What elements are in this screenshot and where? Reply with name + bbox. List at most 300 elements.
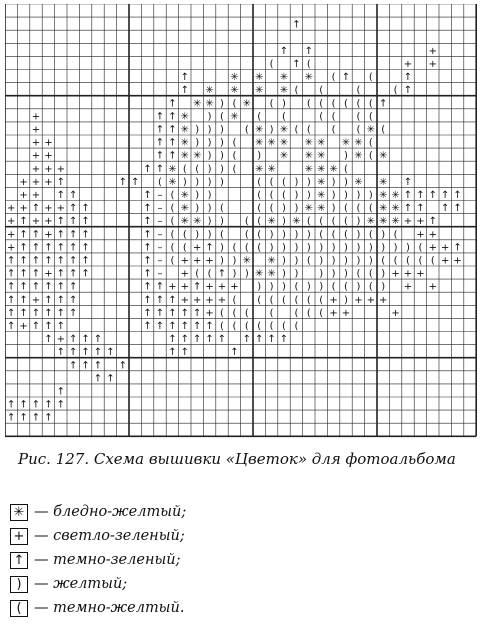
stitch-symbol: ) (319, 242, 324, 254)
stitch-symbol: + (193, 294, 202, 306)
stitch-symbol: ) (220, 216, 224, 228)
stitch-symbol: ✳ (205, 85, 214, 97)
stitch-symbol: ( (244, 124, 249, 136)
stitch-symbol: ( (319, 85, 324, 97)
stitch-symbol: ( (170, 203, 175, 215)
stitch-symbol: ( (381, 124, 386, 136)
stitch-symbol: ↑ (19, 255, 28, 267)
stitch-symbol: ↑ (44, 242, 53, 254)
stitch-symbol: ↑ (304, 45, 313, 57)
stitch-symbol: ) (381, 281, 386, 293)
stitch-symbol: ( (344, 163, 348, 175)
stitch-symbol: ( (344, 216, 348, 228)
stitch-symbol: ↑ (155, 124, 165, 136)
stitch-symbol: ✳ (279, 150, 289, 162)
stitch-symbol: ) (282, 268, 286, 280)
stitch-symbol: ( (368, 229, 373, 241)
stitch-symbol: ↑ (31, 307, 41, 319)
stitch-symbol: ✳ (255, 85, 264, 97)
stitch-symbol: ) (294, 255, 299, 267)
stitch-symbol: ( (344, 98, 348, 110)
stitch-symbol: + (379, 294, 388, 306)
stitch-symbol: ↑ (453, 190, 462, 201)
stitch-symbol: ( (182, 163, 187, 175)
stitch-symbol: ✳ (391, 203, 400, 215)
stitch-symbol: + (205, 255, 214, 267)
stitch-symbol: ✳ (279, 72, 289, 83)
stitch-symbol: ( (244, 307, 249, 319)
stitch-symbol: ↑ (403, 85, 413, 97)
stitch-symbol: ✳ (354, 176, 363, 188)
stitch-symbol: + (19, 320, 28, 332)
stitch-symbol: + (193, 242, 202, 254)
stitch-symbol: + (180, 294, 189, 306)
stitch-symbol: ( (368, 268, 373, 280)
stitch-symbol: – (157, 242, 163, 254)
stitch-symbol: ( (232, 320, 237, 332)
stitch-symbol: ↑ (106, 373, 115, 385)
stitch-symbol: ↑ (7, 412, 16, 424)
stitch-symbol: + (428, 229, 437, 241)
stitch-symbol: + (44, 216, 53, 228)
stitch-symbol: ✳ (242, 255, 251, 267)
stitch-symbol: ) (207, 216, 212, 228)
stitch-symbol: ✳ (304, 163, 313, 175)
stitch-symbol: ↑ (180, 85, 189, 97)
stitch-symbol: ↑ (403, 190, 413, 201)
stitch-symbol: ↑ (69, 281, 78, 293)
stitch-symbol: ↑ (31, 320, 41, 332)
stitch-symbol: ( (319, 98, 324, 110)
stitch-symbol: ) (282, 255, 286, 267)
stitch-symbol: ↑ (93, 347, 103, 359)
stitch-symbol: ( (182, 242, 187, 254)
stitch-symbol: ( (220, 320, 224, 332)
stitch-symbol: ✳ (379, 176, 388, 188)
stitch-symbol: + (31, 216, 41, 228)
stitch-symbol: ↑ (44, 307, 53, 319)
stitch-symbol: + (416, 268, 425, 280)
stitch-symbol: + (31, 150, 41, 162)
stitch-symbol: ↑ (56, 307, 65, 319)
stitch-symbol: ↑ (44, 412, 53, 424)
stitch-symbol: ↑ (31, 412, 41, 424)
stitch-symbol: + (453, 255, 462, 267)
legend-item-pale-yellow (10, 500, 186, 524)
legend-label: — бледно-желтый; (34, 504, 187, 520)
stitch-symbol: ✳ (255, 268, 264, 280)
stitch-symbol: ↑ (205, 242, 214, 254)
stitch-symbol: ↑ (180, 347, 189, 359)
stitch-symbol: ( (406, 255, 410, 267)
stitch-symbol: + (7, 229, 16, 241)
stitch-symbol: ) (282, 216, 286, 228)
right-paren-icon: ) (10, 576, 28, 593)
legend-item-dark-yellow (10, 596, 186, 620)
stitch-symbol: ↑ (428, 216, 437, 228)
stitch-symbol: ↑ (292, 58, 301, 70)
stitch-symbol: ✳ (242, 98, 251, 110)
stitch-symbol: ) (331, 242, 336, 254)
stitch-symbol: ) (381, 242, 386, 254)
stitch-symbol: – (157, 229, 163, 241)
stitch-symbol: ↑ (31, 255, 41, 267)
stitch-symbol: ↑ (56, 281, 65, 293)
stitch-symbol: ( (344, 229, 348, 241)
stitch-symbol: ↑ (31, 203, 41, 215)
stitch-symbol: ↑ (441, 203, 450, 215)
stitch-symbol: ✳ (304, 150, 313, 162)
stitch-symbol: ( (368, 72, 373, 83)
stitch-symbol: ↑ (19, 412, 28, 424)
stitch-symbol: ↑ (155, 163, 165, 175)
legend-item-yellow (10, 572, 186, 596)
stitch-symbol: ↑ (155, 294, 165, 306)
stitch-symbol: ↑ (168, 307, 177, 319)
stitch-symbol: ) (294, 242, 299, 254)
legend (10, 500, 186, 620)
stitch-symbol: ↑ (31, 281, 41, 293)
stitch-symbol: ) (195, 229, 200, 241)
stitch-symbol: ✳ (279, 137, 289, 149)
stitch-symbol: ✳ (205, 98, 214, 110)
stitch-symbol: + (180, 255, 189, 267)
stitch-symbol: ( (232, 137, 237, 149)
stitch-symbol: ( (182, 229, 187, 241)
stitch-symbol: ) (356, 242, 361, 254)
stitch-symbol: + (217, 294, 227, 306)
stitch-symbol: ↑ (193, 307, 202, 319)
stitch-symbol: ( (356, 111, 361, 123)
stitch-symbol: + (56, 163, 65, 175)
stitch-symbol: ✳ (279, 124, 289, 136)
stitch-symbol: ↑ (230, 347, 239, 359)
stitch-symbol: ↑ (44, 320, 53, 332)
arrow-up-icon: ↑ (10, 552, 28, 569)
stitch-symbol: ↑ (81, 242, 90, 254)
stitch-symbol: + (428, 45, 437, 57)
stitch-symbol: ↑ (19, 229, 28, 241)
stitch-symbol: ↑ (69, 294, 78, 306)
stitch-symbol: ↑ (93, 360, 103, 372)
stitch-symbol: ( (331, 281, 336, 293)
stitch-symbol: ( (393, 255, 398, 267)
stitch-symbol: ( (257, 229, 262, 241)
stitch-symbol: ) (319, 281, 324, 293)
stitch-symbol: ( (195, 268, 200, 280)
stitch-symbol: ) (195, 124, 200, 136)
stitch-symbol: ✳ (379, 203, 388, 215)
stitch-symbol: ✳ (193, 216, 202, 228)
stitch-symbol: ) (195, 176, 200, 188)
stitch-symbol: ( (344, 281, 348, 293)
stitch-symbol: ) (319, 255, 324, 267)
stitch-symbol: + (403, 216, 413, 228)
stitch-symbol: + (168, 281, 177, 293)
stitch-symbol: ↑ (69, 334, 78, 346)
stitch-symbol: ↑ (168, 347, 177, 359)
stitch-symbol: ↑ (267, 334, 276, 346)
stitch-symbol: ↑ (56, 190, 65, 201)
stitch-symbol: ( (232, 150, 237, 162)
stitch-symbol: ) (220, 163, 224, 175)
stitch-symbol: ✳ (230, 85, 239, 97)
stitch-symbol: ) (282, 203, 286, 215)
stitch-symbol: ( (257, 294, 262, 306)
stitch-symbol: ✳ (354, 137, 363, 149)
stitch-symbol: ) (207, 150, 212, 162)
stitch-symbol: + (205, 294, 214, 306)
figure-caption: Рис. 127. Схема вышивки «Цветок» для фотоальбома (18, 450, 456, 468)
stitch-symbol: ↑ (341, 72, 351, 83)
stitch-symbol: ↑ (69, 242, 78, 254)
stitch-symbol: ↑ (279, 45, 289, 57)
stitch-symbol: ( (306, 294, 311, 306)
stitch-symbol: ) (331, 268, 336, 280)
stitch-symbol: ✳ (255, 163, 264, 175)
stitch-symbol: ↑ (56, 216, 65, 228)
stitch-symbol: ✳ (230, 111, 239, 123)
stitch-symbol: ) (257, 281, 262, 293)
stitch-symbol: ( (306, 124, 311, 136)
stitch-symbol: ( (269, 190, 274, 201)
stitch-symbol: ↑ (205, 320, 214, 332)
stitch-symbol: ( (269, 58, 274, 70)
stitch-symbol: ( (294, 320, 299, 332)
stitch-symbol: ✳ (292, 216, 301, 228)
stitch-symbol: ↑ (7, 281, 16, 293)
stitch-symbol: ↑ (155, 281, 165, 293)
stitch-symbol: ) (220, 124, 224, 136)
stitch-symbol: ( (220, 111, 224, 123)
legend-label: — темно-желтый. (34, 600, 185, 616)
stitch-symbol: + (7, 242, 16, 254)
stitch-symbol: ✳ (379, 190, 388, 201)
stitch-symbol: + (428, 58, 437, 70)
stitch-symbol: + (31, 176, 41, 188)
stitch-symbol: ↑ (19, 268, 28, 280)
stitch-symbol: ( (319, 111, 324, 123)
stitch-symbol: ( (368, 203, 373, 215)
stitch-symbol: ↑ (205, 334, 214, 346)
legend-label: — темно-зеленый; (34, 552, 181, 568)
stitch-symbol: ↑ (7, 399, 16, 411)
stitch-symbol: ↑ (155, 307, 165, 319)
stitch-symbol: ( (368, 111, 373, 123)
stitch-symbol: ✳ (180, 137, 189, 149)
stitch-symbol: ↑ (31, 399, 41, 411)
stitch-symbol: ) (406, 242, 410, 254)
stitch-symbol: ( (294, 307, 299, 319)
stitch-symbol: ( (368, 98, 373, 110)
asterisk-icon: ✳ (10, 504, 28, 521)
stitch-symbol: ) (182, 176, 187, 188)
stitch-symbol: ) (269, 281, 274, 293)
stitch-symbol: ↑ (155, 137, 165, 149)
stitch-symbol: ( (269, 176, 274, 188)
stitch-symbol: ) (207, 137, 212, 149)
stitch-symbol: ↑ (81, 334, 90, 346)
stitch-symbol: ✳ (180, 111, 189, 123)
stitch-symbol: ( (269, 320, 274, 332)
stitch-symbol: ↑ (81, 216, 90, 228)
stitch-symbol: + (31, 124, 41, 136)
stitch-symbol: ↑ (81, 203, 90, 215)
stitch-symbol: ( (269, 307, 274, 319)
stitch-symbol: ( (294, 85, 299, 97)
stitch-symbol: ✳ (267, 163, 276, 175)
stitch-symbol: ✳ (255, 137, 264, 149)
stitch-symbol: ) (269, 242, 274, 254)
stitch-symbol: ) (356, 281, 361, 293)
stitch-symbol: ( (306, 98, 311, 110)
stitch-symbol: ( (306, 58, 311, 70)
stitch-symbol: ↑ (56, 176, 65, 188)
stitch-symbol: ) (195, 190, 200, 201)
stitch-symbol: ↑ (7, 268, 16, 280)
stitch-symbol: ) (269, 229, 274, 241)
stitch-symbol: ↑ (180, 320, 189, 332)
stitch-symbol: ↑ (143, 307, 152, 319)
stitch-symbol: + (44, 137, 53, 149)
stitch-symbol: ( (232, 98, 237, 110)
stitch-symbol: ( (257, 111, 262, 123)
stitch-symbol: + (403, 281, 413, 293)
stitch-symbol: ✳ (317, 150, 326, 162)
stitch-symbol: ) (344, 268, 348, 280)
stitch-symbol: ( (195, 163, 200, 175)
stitch-symbol: – (157, 190, 163, 201)
stitch-symbol: ) (356, 255, 361, 267)
stitch-symbol: ✳ (267, 137, 276, 149)
stitch-symbol: ) (294, 176, 299, 188)
stitch-symbol: + (31, 137, 41, 149)
stitch-symbol: ↑ (193, 281, 202, 293)
stitch-symbol: ↑ (168, 111, 177, 123)
stitch-symbol: ( (356, 98, 361, 110)
stitch-symbol: ↑ (69, 190, 78, 201)
stitch-symbol: ✳ (180, 203, 189, 215)
stitch-symbol: ✳ (267, 255, 276, 267)
stitch-symbol: ( (393, 85, 398, 97)
stitch-symbol: – (157, 255, 163, 267)
stitch-symbol: ↑ (403, 176, 413, 188)
stitch-symbol: ) (306, 242, 311, 254)
stitch-symbol: ) (232, 255, 237, 267)
stitch-symbol: ) (220, 255, 224, 267)
stitch-symbol: ( (306, 216, 311, 228)
stitch-symbol: ) (220, 98, 224, 110)
stitch-symbol: ✳ (317, 137, 326, 149)
stitch-symbol: ( (244, 216, 249, 228)
stitch-symbol: ( (170, 229, 175, 241)
stitch-symbol: ✳ (304, 72, 313, 83)
stitch-symbol: + (366, 294, 375, 306)
stitch-symbol: ( (232, 307, 237, 319)
stitch-symbol: ↑ (143, 203, 152, 215)
stitch-symbol: ↑ (31, 229, 41, 241)
stitch-symbol: ↑ (69, 360, 78, 372)
stitch-symbol: ( (257, 176, 262, 188)
stitch-symbol: ( (368, 137, 373, 149)
stitch-symbol: ↑ (19, 307, 28, 319)
stitch-symbol: ) (232, 268, 237, 280)
stitch-symbol: ✳ (168, 163, 177, 175)
stitch-symbol: + (205, 307, 214, 319)
stitch-symbol: ) (207, 111, 212, 123)
stitch-symbol: ✳ (180, 150, 189, 162)
stitch-symbol: ↑ (453, 203, 462, 215)
stitch-symbol: ↑ (193, 320, 202, 332)
stitch-symbol: + (31, 163, 41, 175)
stitch-symbol: ↑ (56, 320, 65, 332)
stitch-symbol: ↑ (255, 334, 264, 346)
stitch-symbol: ( (306, 255, 311, 267)
stitch-symbol: ( (232, 163, 237, 175)
stitch-symbol: ↑ (379, 98, 388, 110)
stitch-symbol: + (180, 281, 189, 293)
stitch-symbol: ↑ (168, 124, 177, 136)
stitch-symbol: + (19, 190, 28, 201)
stitch-symbol: ( (331, 216, 336, 228)
stitch-symbol: + (416, 229, 425, 241)
stitch-symbol: ( (257, 203, 262, 215)
stitch-symbol: + (354, 294, 363, 306)
stitch-symbol: ( (368, 281, 373, 293)
stitch-symbol: ↑ (155, 150, 165, 162)
stitch-symbol: ( (170, 216, 175, 228)
stitch-symbol: ( (356, 124, 361, 136)
stitch-symbol: ) (195, 203, 200, 215)
stitch-symbol: ) (344, 294, 348, 306)
stitch-symbol: ↑ (441, 190, 450, 201)
stitch-symbol: ✳ (379, 216, 388, 228)
stitch-symbol: ✳ (317, 163, 326, 175)
stitch-symbol: ↑ (69, 203, 78, 215)
stitch-symbol: ) (344, 242, 348, 254)
stitch-symbol: ✳ (180, 124, 189, 136)
stitch-symbol: + (341, 307, 351, 319)
stitch-symbol: ) (220, 137, 224, 149)
stitch-symbol: ↑ (428, 190, 437, 201)
stitch-symbol: + (44, 176, 53, 188)
stitch-symbol: ( (244, 229, 249, 241)
stitch-symbol: ) (294, 190, 299, 201)
legend-item-light-green (10, 524, 186, 548)
stitch-symbol: ✳ (317, 203, 326, 215)
legend-item-dark-green (10, 548, 186, 572)
stitch-symbol: ↑ (7, 294, 16, 306)
stitch-symbol: ) (282, 229, 286, 241)
stitch-symbol: ) (220, 150, 224, 162)
stitch-symbol: – (157, 216, 163, 228)
stitch-symbol: + (44, 163, 53, 175)
stitch-symbol: ) (381, 268, 386, 280)
stitch-symbol: + (31, 111, 41, 123)
stitch-symbol: ( (244, 320, 249, 332)
stitch-symbol: ) (257, 150, 262, 162)
embroidery-pattern-grid (5, 4, 479, 442)
left-paren-icon: ( (10, 600, 28, 617)
stitch-symbol: ✳ (317, 190, 326, 201)
stitch-symbol: + (44, 150, 53, 162)
stitch-symbol: + (19, 176, 28, 188)
stitch-symbol: ↑ (69, 216, 78, 228)
stitch-symbol: ( (319, 216, 324, 228)
stitch-symbol: ( (319, 294, 324, 306)
plus-icon: + (10, 528, 28, 545)
stitch-symbol: ↑ (168, 137, 177, 149)
